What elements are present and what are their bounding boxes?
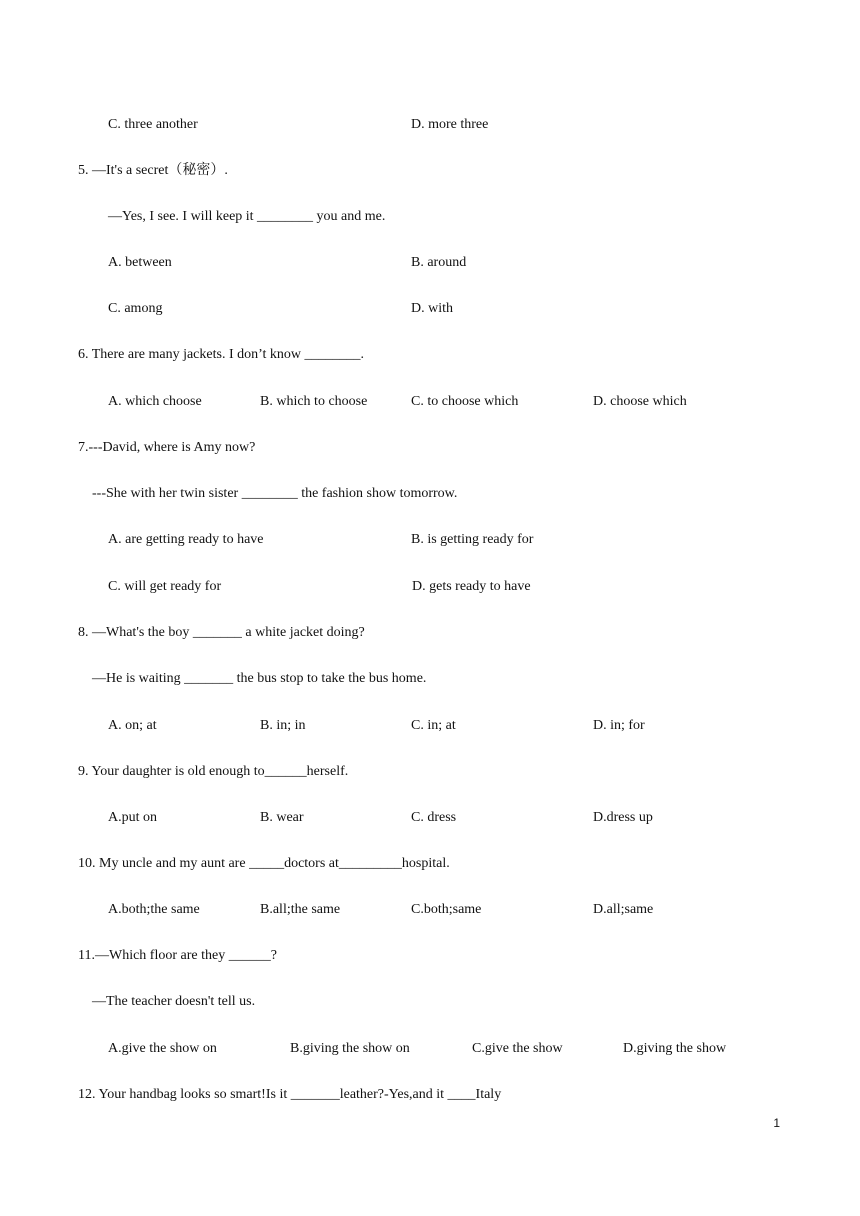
q11-option-c: C.give the show xyxy=(472,1041,563,1056)
q6-stem: 6. There are many jackets. I don’t know ________. xyxy=(78,347,365,362)
q11-stem: 11.—Which floor are they ______? xyxy=(78,948,277,963)
q10-option-c: C.both;same xyxy=(411,902,482,917)
q8-option-b: B. in; in xyxy=(260,718,306,733)
q5-stem: 5. —It's a secret（秘密）. xyxy=(78,163,228,178)
q5-option-c: C. among xyxy=(108,301,163,316)
q6-option-a: A. which choose xyxy=(108,394,202,409)
q10-option-a: A.both;the same xyxy=(108,902,200,917)
page-number: 1 xyxy=(773,1116,780,1130)
q10-option-b: B.all;the same xyxy=(260,902,341,917)
q7-option-b: B. is getting ready for xyxy=(411,532,534,547)
q8-option-d: D. in; for xyxy=(593,718,645,733)
q9-option-a: A.put on xyxy=(108,810,157,825)
q7-option-a: A. are getting ready to have xyxy=(108,532,264,547)
q5-option-d: D. with xyxy=(411,301,453,316)
q9-stem: 9. Your daughter is old enough to______herself. xyxy=(78,764,349,779)
q7-reply: ---She with her twin sister ________ the fashion show tomorrow. xyxy=(92,486,458,501)
q5-option-b: B. around xyxy=(411,255,467,270)
q12-stem: 12. Your handbag looks so smart!Is it _______leather?-Yes,and it ____Italy xyxy=(78,1087,502,1102)
q7-option-c: C. will get ready for xyxy=(108,579,222,594)
q11-option-a: A.give the show on xyxy=(108,1041,217,1056)
q8-option-c: C. in; at xyxy=(411,718,456,733)
q5-option-a: A. between xyxy=(108,255,172,270)
q10-stem: 10. My uncle and my aunt are _____doctors at_________hospital. xyxy=(78,856,450,871)
q4-option-d: D. more three xyxy=(411,117,489,132)
q4-option-c: C. three another xyxy=(108,117,198,132)
q10-option-d: D.all;same xyxy=(593,902,654,917)
q9-option-b: B. wear xyxy=(260,810,304,825)
q6-option-d: D. choose which xyxy=(593,394,687,409)
q8-reply: —He is waiting _______ the bus stop to take the bus home. xyxy=(92,671,427,686)
q8-stem: 8. —What's the boy _______ a white jacket doing? xyxy=(78,625,365,640)
q11-option-b: B.giving the show on xyxy=(290,1041,410,1056)
q6-option-c: C. to choose which xyxy=(411,394,519,409)
q11-reply: —The teacher doesn't tell us. xyxy=(92,994,256,1009)
q7-option-d: D. gets ready to have xyxy=(412,579,531,594)
q11-option-d: D.giving the show xyxy=(623,1041,727,1056)
q5-reply: —Yes, I see. I will keep it ________ you and me. xyxy=(108,209,386,224)
q9-option-c: C. dress xyxy=(411,810,457,825)
q6-option-b: B. which to choose xyxy=(260,394,368,409)
q8-option-a: A. on; at xyxy=(108,718,157,733)
q7-stem: 7.---David, where is Amy now? xyxy=(78,440,256,455)
q9-option-d: D.dress up xyxy=(593,810,653,825)
